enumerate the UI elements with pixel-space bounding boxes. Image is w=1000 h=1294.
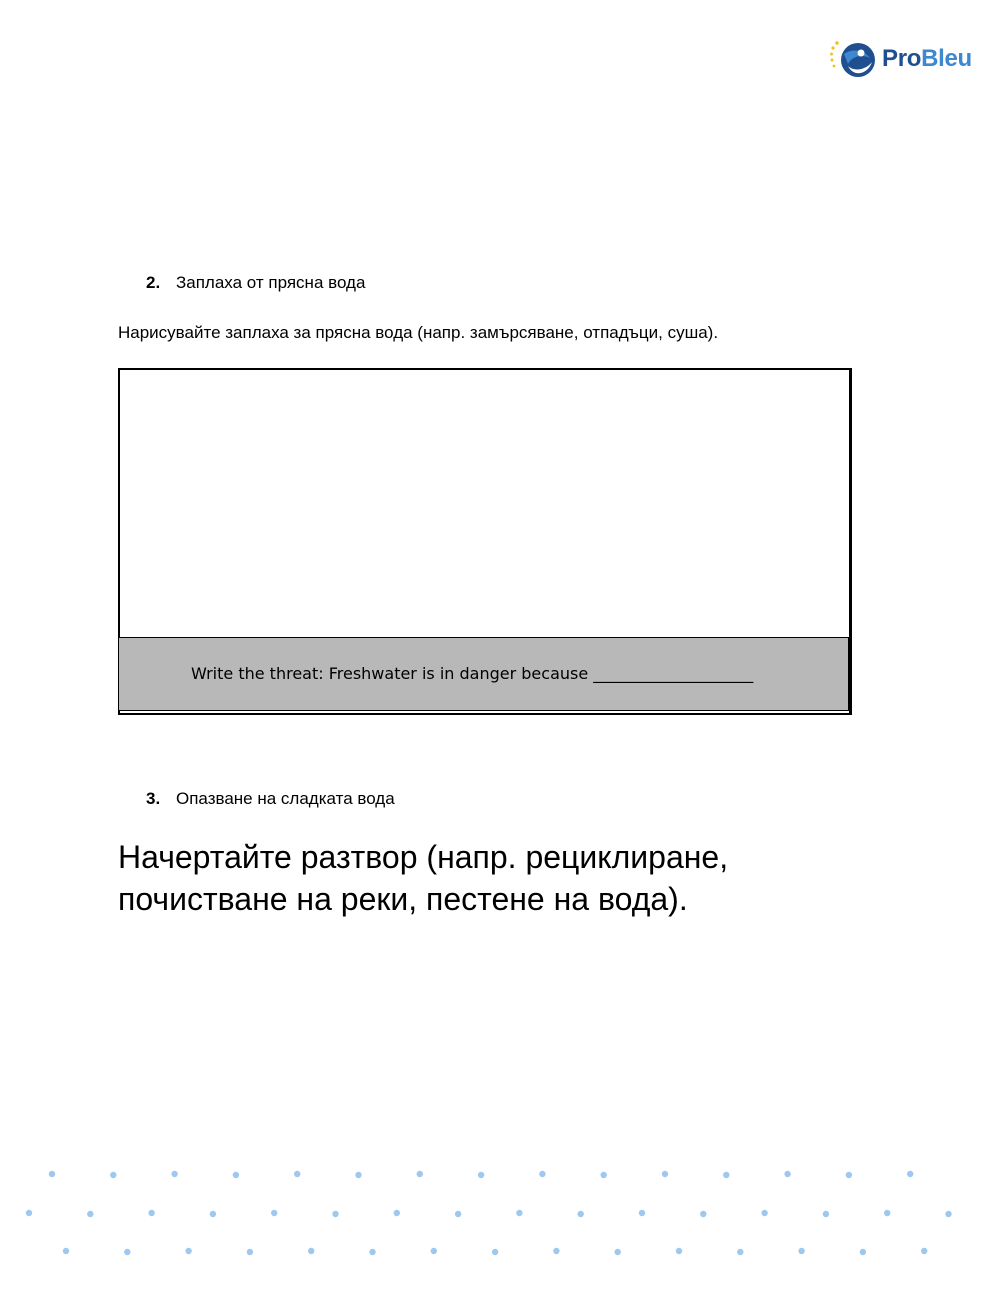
- section-2-number: 2.: [146, 273, 161, 292]
- decorative-dot: [271, 1210, 277, 1216]
- section-3-number: 3.: [146, 789, 161, 808]
- decorative-dot: [921, 1248, 927, 1254]
- decorative-dot: [539, 1171, 545, 1177]
- decorative-dot: [233, 1172, 239, 1178]
- decorative-dot: [662, 1171, 668, 1177]
- threat-prompt-text: Write the threat: Freshwater is in danger because ____________________: [191, 664, 754, 683]
- decorative-dot: [615, 1249, 621, 1255]
- probleu-logo: [828, 36, 980, 84]
- section-2-title: Заплаха от прясна вода: [176, 273, 366, 292]
- decorative-dot: [431, 1248, 437, 1254]
- decorative-dot: [846, 1172, 852, 1178]
- decorative-dot: [210, 1211, 216, 1217]
- decorative-dot: [87, 1211, 93, 1217]
- decorative-dot: [417, 1171, 423, 1177]
- decorative-dot: [308, 1248, 314, 1254]
- decorative-dot: [26, 1210, 32, 1216]
- decorative-dot: [478, 1172, 484, 1178]
- decorative-dot: [355, 1172, 361, 1178]
- decorative-dot: [124, 1249, 130, 1255]
- section-3-instruction: [118, 836, 878, 920]
- decorative-dot: [455, 1211, 461, 1217]
- decorative-dot: [394, 1210, 400, 1216]
- decorative-dot: [171, 1171, 177, 1177]
- probleu-emblem-icon: [828, 36, 878, 84]
- decorative-dot: [63, 1248, 69, 1254]
- decorative-dot: [945, 1211, 951, 1217]
- decorative-dot: [723, 1172, 729, 1178]
- section-3-heading: [146, 789, 395, 809]
- section-3-title: Опазване на сладката вода: [176, 789, 395, 808]
- section-2-instruction: Нарисувайте заплаха за прясна вода (напр. замърсяване, отпадъци, суша).: [118, 323, 719, 342]
- decorative-dot: [49, 1171, 55, 1177]
- decorative-dot: [784, 1171, 790, 1177]
- decorative-dot: [676, 1248, 682, 1254]
- decorative-dot: [553, 1248, 559, 1254]
- decorative-dot: [369, 1249, 375, 1255]
- decorative-dot: [700, 1211, 706, 1217]
- decorative-dot: [578, 1211, 584, 1217]
- section-3-instruction-line-1: Начертайте разтвор (напр. рециклиране,: [118, 839, 729, 875]
- decorative-dot: [148, 1210, 154, 1216]
- decorative-dot: [761, 1210, 767, 1216]
- decorative-dot: [884, 1210, 890, 1216]
- decorative-dot: [798, 1248, 804, 1254]
- decorative-dot: [516, 1210, 522, 1216]
- decorative-dot: [601, 1172, 607, 1178]
- decorative-dot: [185, 1248, 191, 1254]
- section-2-heading: [146, 273, 365, 293]
- logo-text-pro: Pro: [882, 45, 922, 72]
- decorative-dot: [492, 1249, 498, 1255]
- decorative-dot: [907, 1171, 913, 1177]
- decorative-dot: [332, 1211, 338, 1217]
- decorative-dot: [737, 1249, 743, 1255]
- decorative-dot-pattern: [0, 1150, 1000, 1280]
- decorative-dot: [639, 1210, 645, 1216]
- decorative-dot: [247, 1249, 253, 1255]
- logo-text-bleu: Bleu: [921, 45, 972, 72]
- threat-prompt-bar[interactable]: [118, 637, 849, 711]
- decorative-dot: [823, 1211, 829, 1217]
- section-3-instruction-line-2: почистване на реки, пестене на вода).: [118, 881, 688, 917]
- logo-wordmark: [882, 45, 972, 73]
- decorative-dot: [860, 1249, 866, 1255]
- decorative-dot: [294, 1171, 300, 1177]
- decorative-dot: [110, 1172, 116, 1178]
